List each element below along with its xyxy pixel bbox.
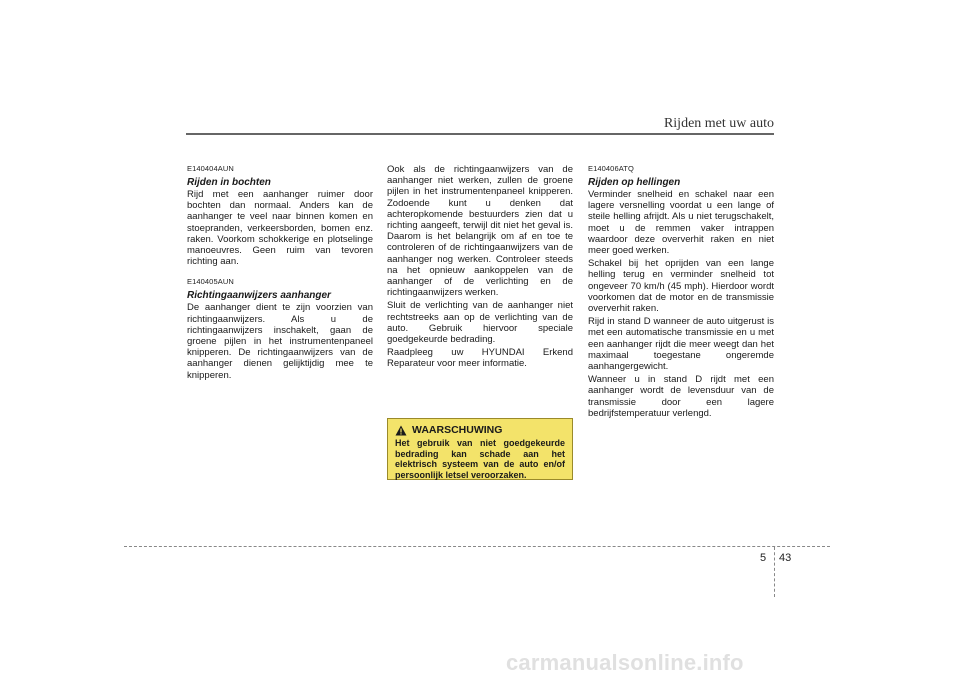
watermark: carmanualsonline.info xyxy=(506,650,744,675)
column-3 xyxy=(588,164,774,421)
footer-separator xyxy=(774,547,775,597)
section-heading: Rijden op hellingen xyxy=(588,177,681,188)
warning-title: WAARSCHUWING xyxy=(412,424,503,436)
warning-header xyxy=(395,424,565,436)
section-code: E140406ATQ xyxy=(588,164,634,173)
column-2 xyxy=(387,164,573,372)
section-code: E140405AUN xyxy=(187,277,234,287)
body-paragraph: Raadpleeg uw HYUNDAI Erkend Reparateur voor meer informatie. xyxy=(387,347,573,370)
section-code: E140404AUN xyxy=(187,164,234,173)
column-1 xyxy=(187,164,373,391)
section-body: De aanhanger dient te zijn voorzien van richtingaanwijzers. Als u de richtingaanwijzers inschakelt, gaan de groene pijlen in het instrumentenpaneel knipperen. De richtingaanwijzers van de aanhanger dienen gelijktijdig mee te knipperen. xyxy=(187,302,373,381)
page-header-title: Rijden met uw auto xyxy=(663,116,774,131)
header-divider xyxy=(186,133,774,135)
body-paragraph: Wanneer u in stand D rijdt met een aanhanger wordt de levensduur van de transmissie door een lagere bedrijfstemperatuur verlengd. xyxy=(588,374,774,419)
footer-divider xyxy=(124,546,830,547)
warning-box xyxy=(387,418,573,480)
body-paragraph: Schakel bij het oprijden van een lange helling terug en verminder snelheid tot ongeveer 70 km/h (45 mph). Hierdoor wordt voorkomen dat de motor en de transmissie oververhit raken. xyxy=(588,258,774,315)
body-paragraph: Sluit de verlichting van de aanhanger niet rechtstreeks aan op de verlichting van de auto. Gebruik hiervoor speciale goedgekeurde bedrading. xyxy=(387,300,573,346)
body-paragraph: Rijd in stand D wanneer de auto uitgerust is met een automatische transmissie en u met een aanhanger rijdt die meer weegt dan het maximaal toegestane ongeremde aanhangergewicht. xyxy=(588,316,774,373)
page-number: 43 xyxy=(779,552,792,564)
section-heading: Rijden in bochten xyxy=(187,177,271,188)
section-heading: Richtingaanwijzers aanhanger xyxy=(187,290,331,302)
body-paragraph: Verminder snelheid en schakel naar een lagere versnelling voordat u een lange of steile helling afrijdt. Als u niet terugschakelt, moet u de remmen vaker intrappen waardoor deze oververhit raken en niet meer goed werken. xyxy=(588,189,774,257)
warning-triangle-icon xyxy=(395,425,407,436)
page-section-number: 5 xyxy=(760,552,767,564)
warning-text: Het gebruik van niet goedgekeurde bedrading kan schade aan het elektrisch systeem van de auto en/of persoonlijk letsel veroorzaken. xyxy=(395,438,565,480)
section-body: Rijd met een aanhanger ruimer door bochten dan normaal. Anders kan de aanhanger te veel naar binnen komen en stoepranden, verkeersborden, bomen enz. raken. Voorkom schokkerige en plotselinge manoeuvres. Geen ruim van tevoren richting aan. xyxy=(187,189,373,268)
body-paragraph: Ook als de richtingaanwijzers van de aanhanger niet werken, zullen de groene pijlen in het instrumentenpaneel knipperen. Zodoende kunt u denken dat achteropkomende bestuurders zien dat u richting aangeeft, terwijl dit niet het geval is. Daarom is het belangrijk om af en toe te controleren of de richtingaanwijzers van de aanhanger nog werken. Controleer steeds na het opnieuw aankoppelen van de aanhanger of de verlichting en de richtingaanwijzers werken. xyxy=(387,164,573,299)
